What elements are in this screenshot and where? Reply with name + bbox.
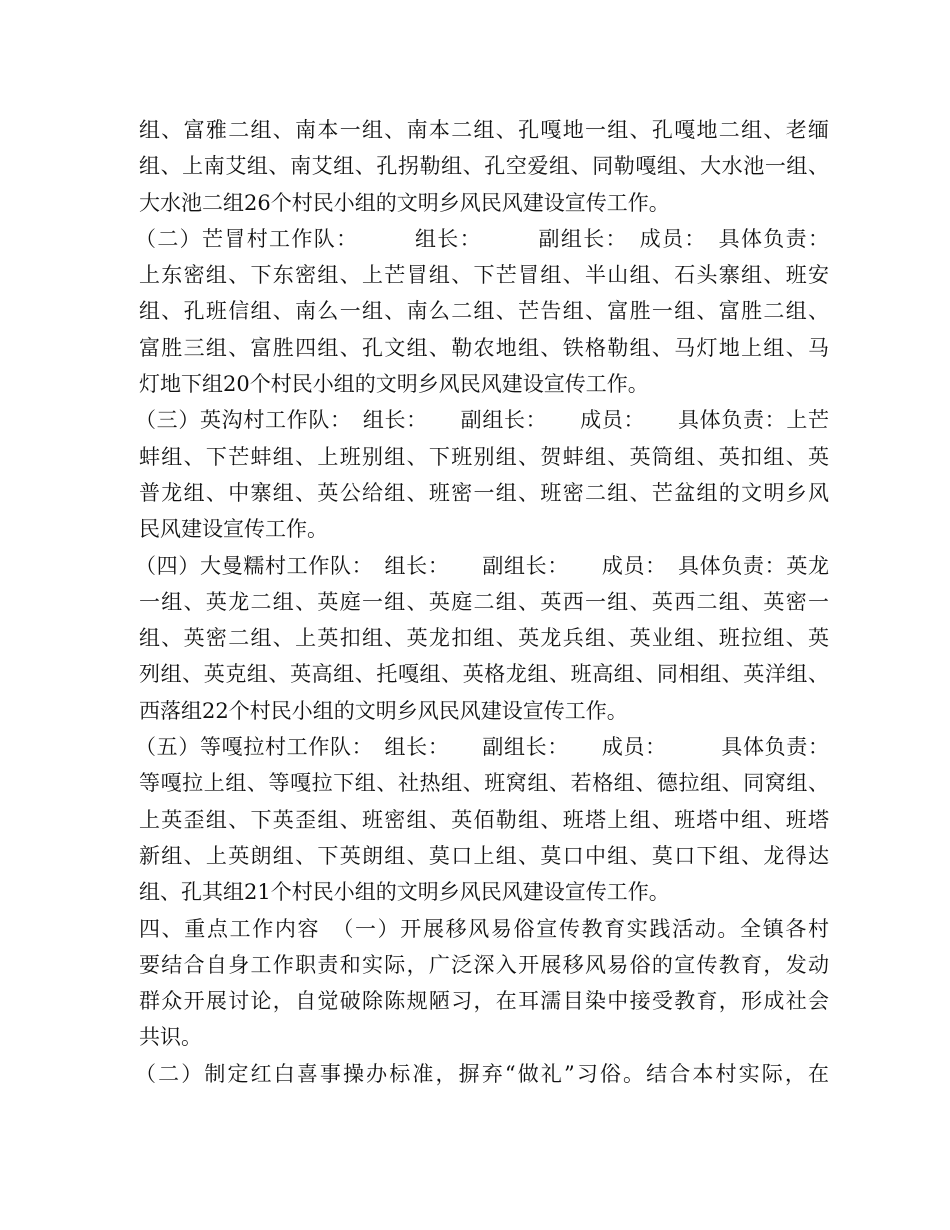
text-line: 要结合自身工作职责和实际，广泛深入开展移风易俗的宣传教育，发动 xyxy=(139,952,829,977)
text-line: 上东密组、下东密组、上芒冒组、下芒冒组、半山组、石头寨组、班安 xyxy=(139,263,829,288)
text-line: 群众开展讨论，自觉破除陈规陋习，在耳濡目染中接受教育，形成社会 xyxy=(139,989,829,1014)
text-line: （三）英沟村工作队： 组长： 副组长： 成员： 具体负责：上芒 xyxy=(135,408,829,433)
text-line: 新组、上英朗组、下英朗组、莫口上组、莫口中组、莫口下组、龙得达 xyxy=(139,843,829,868)
text-line: 一组、英龙二组、英庭一组、英庭二组、英西一组、英西二组、英密一 xyxy=(139,589,829,614)
text-line: 民风建设宣传工作。 xyxy=(139,517,328,542)
text-line: （二）制定红白喜事操办标准，摒弃“做礼”习俗。结合本村实际，在 xyxy=(135,1061,829,1086)
text-line: 四、重点工作内容 （一）开展移风易俗宣传教育实践活动。全镇各村 xyxy=(139,916,829,941)
text-line: 组、上南艾组、南艾组、孔拐勒组、孔空爱组、同勒嘎组、大水池一组、 xyxy=(139,154,829,179)
text-line: 等嘎拉上组、等嘎拉下组、社热组、班窝组、若格组、德拉组、同窝组、 xyxy=(139,771,829,796)
text-line: 蚌组、下芒蚌组、上班别组、下班别组、贺蚌组、英筒组、英扣组、英 xyxy=(139,444,829,469)
text-line: 列组、英克组、英高组、托嘎组、英格龙组、班高组、同相组、英洋组、 xyxy=(139,662,829,687)
text-line: （二）芒冒村工作队： 组长： 副组长： 成员： 具体负责： xyxy=(135,226,829,251)
text-line: 组、英密二组、上英扣组、英龙扣组、英龙兵组、英业组、班拉组、英 xyxy=(139,626,829,651)
text-line: 组、孔其组21个村民小组的文明乡风民风建设宣传工作。 xyxy=(139,880,670,905)
text-line: （五）等嘎拉村工作队： 组长： 副组长： 成员： 具体负责： xyxy=(135,735,829,760)
text-line: 上英歪组、下英歪组、班密组、英佰勒组、班塔上组、班塔中组、班塔 xyxy=(139,807,829,832)
text-line: 灯地下组20个村民小组的文明乡风民风建设宣传工作。 xyxy=(139,372,649,397)
text-line: （四）大曼糯村工作队： 组长： 副组长： 成员： 具体负责：英龙 xyxy=(135,553,829,578)
text-line: 共识。 xyxy=(139,1025,202,1050)
text-line: 富胜三组、富胜四组、孔文组、勒农地组、铁格勒组、马灯地上组、马 xyxy=(139,335,829,360)
text-line: 组、富雅二组、南本一组、南本二组、孔嘎地一组、孔嘎地二组、老缅 xyxy=(139,118,829,142)
text-line: 组、孔班信组、南么一组、南么二组、芒告组、富胜一组、富胜二组、 xyxy=(139,299,829,324)
text-line: 普龙组、中寨组、英公给组、班密一组、班密二组、芒盆组的文明乡风 xyxy=(139,480,829,505)
document-body xyxy=(135,112,829,1092)
text-line: 西落组22个村民小组的文明乡风民风建设宣传工作。 xyxy=(139,698,628,723)
text-line: 大水池二组26个村民小组的文明乡风民风建设宣传工作。 xyxy=(139,190,670,215)
